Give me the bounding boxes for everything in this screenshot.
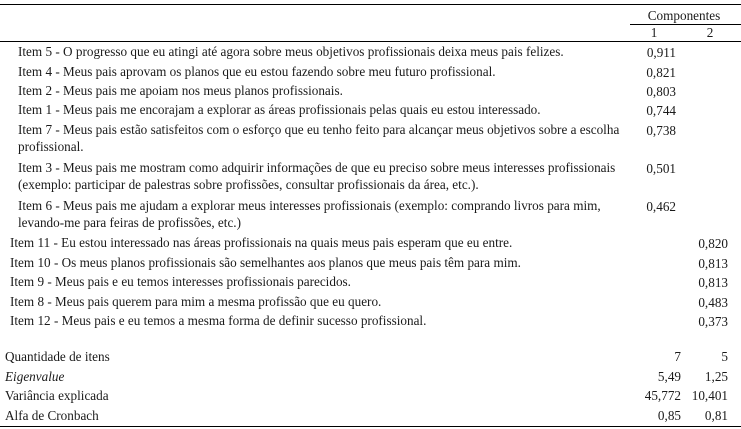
stat-label-variance: Variância explicada (5, 388, 109, 403)
header-col2: 2 (706, 25, 714, 40)
stat-c1: 7 (674, 349, 681, 364)
item-loading-c2: 0,820 (698, 236, 728, 251)
header-bottom-rule (0, 41, 741, 42)
item-label: Item 4 - Meus pais aprovam os planos que eu estou fazendo sobre meu futuro profissional. (18, 64, 496, 79)
stat-c2: 10,401 (691, 388, 728, 403)
stat-c2: 5 (721, 349, 728, 364)
item-label: Item 1 - Meus pais me encorajam a explorar as áreas profissionais pelas quais eu estou interessado. (18, 102, 541, 117)
item-label: Item 7 - Meus pais estão satisfeitos com o esforço que eu tenho feito para alcançar meus objetivos sobre a escolha profissional. (18, 122, 620, 154)
stat-label-cronbach: Alfa de Cronbach (5, 408, 99, 423)
bottom-rule (0, 426, 741, 427)
item-loading-c2: 0,373 (698, 314, 728, 329)
item-loading-c2: 0,483 (698, 295, 728, 310)
item-label: Item 10 - Os meus planos profissionais são semelhantes aos planos que meus pais têm para mim. (10, 255, 521, 270)
stat-c1: 5,49 (657, 369, 681, 384)
item-label: Item 6 - Meus pais me ajudam a explorar meus interesses profissionais (exemplo: comprando livros para mim, levando-me para feiras de profissões, etc.) (18, 198, 601, 230)
item-label: Item 11 - Eu estou interessado nas áreas profissionais na quais meus pais esperam que eu entre. (10, 235, 513, 250)
item-loading-c1: 0,803 (646, 84, 676, 99)
item-label: Item 12 - Meus pais e eu temos a mesma forma de definir sucesso profissional. (10, 313, 427, 328)
item-label: Item 3 - Meus pais me mostram como adquirir informações de que eu preciso sobre meus interesses profissionais (exemplo: participar de palestras sobre profissões, consultar profissionais da área, etc.). (18, 160, 616, 192)
item-label: Item 8 - Meus pais querem para mim a mesma profissão que eu quero. (10, 294, 382, 309)
item-loading-c1: 0,821 (646, 65, 676, 80)
item-loading-c1: 0,738 (646, 123, 676, 138)
stat-c1: 0,85 (657, 408, 681, 423)
item-loading-c1: 0,462 (646, 199, 676, 214)
item-label: Item 2 - Meus pais me apoiam nos meus planos profissionais. (18, 83, 343, 98)
top-rule (0, 4, 741, 5)
item-loading-c1: 0,744 (646, 103, 676, 118)
stat-c2: 0,81 (704, 408, 728, 423)
item-loading-c2: 0,813 (698, 256, 728, 271)
stat-c2: 1,25 (704, 369, 728, 384)
stat-c1: 45,772 (644, 388, 681, 403)
item-loading-c1: 0,501 (646, 161, 676, 176)
header-group-label: Componentes (647, 8, 721, 23)
item-label: Item 5 - O progresso que eu atingi até agora sobre meus objetivos profissionais deixa meus pais felizes. (18, 44, 564, 59)
item-loading-c1: 0,911 (646, 45, 676, 60)
header-col1: 1 (650, 25, 658, 40)
item-loading-c2: 0,813 (698, 275, 728, 290)
stat-label-eigenvalue: Eigenvalue (5, 369, 65, 384)
item-label: Item 9 - Meus pais e eu temos interesses profissionais parecidos. (10, 274, 351, 289)
stat-label-item-count: Quantidade de itens (5, 349, 110, 364)
